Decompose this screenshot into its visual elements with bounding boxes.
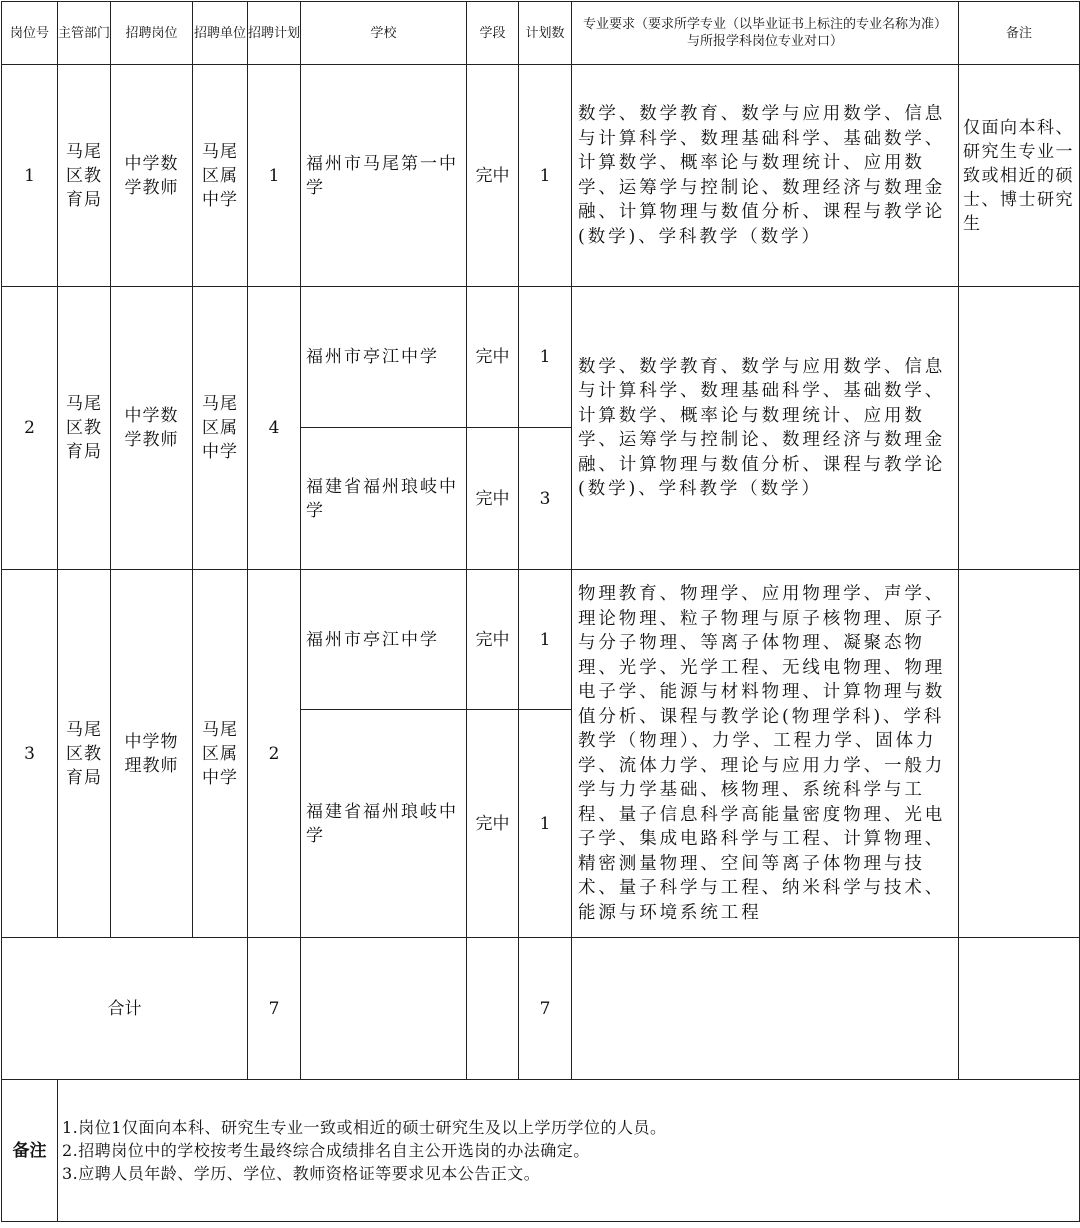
post-id: 2 (2, 287, 58, 570)
remark-line: 1.岗位1仅面向本科、研究生专业一致或相近的硕士研究生及以上学历学位的人员。 (62, 1118, 667, 1137)
post: 中学数学教师 (111, 65, 193, 287)
header-cell: 学段 (467, 2, 519, 65)
table-row (2, 287, 1080, 428)
unit: 马尾区属中学 (193, 65, 248, 287)
header-cell: 招聘单位 (193, 2, 248, 65)
dept: 马尾区教育局 (58, 65, 111, 287)
row-note (959, 570, 1080, 938)
total-count: 7 (519, 938, 572, 1080)
header-row (2, 2, 1080, 65)
stage: 完中 (467, 710, 519, 938)
remarks-label: 备注 (2, 1080, 58, 1222)
count: 1 (519, 710, 572, 938)
table-row (2, 570, 1080, 710)
empty-cell (467, 938, 519, 1080)
school: 福州市亭江中学 (301, 570, 467, 710)
post: 中学数学教师 (111, 287, 193, 570)
header-cell: 主管部门 (58, 2, 111, 65)
plan: 1 (248, 65, 301, 287)
major-requirements: 物理教育、物理学、应用物理学、声学、理论物理、粒子物理与原子核物理、原子与分子物理、等离子体物理、凝聚态物理、光学、光学工程、无线电物理、物理电子学、能源与材料物理、计算物理与数值分析、课程与教学论(物理学科)、学科教学（物理）、力学、工程力学、固体力学、流体力学、理论与应用力学、一般力学与力学基础、核物理、系统科学与工程、量子信息科学高能量密度物理、光电子学、集成电路科学与工程、计算物理、精密测量物理、空间等离子体物理与技术、量子科学与工程、纳米科学与技术、能源与环境系统工程 (572, 570, 959, 938)
count: 1 (519, 287, 572, 428)
table-row (2, 65, 1080, 287)
dept: 马尾区教育局 (58, 570, 111, 938)
plan: 2 (248, 570, 301, 938)
post-id: 1 (2, 65, 58, 287)
header-cell: 计划数 (519, 2, 572, 65)
total-plan: 7 (248, 938, 301, 1080)
school: 福建省福州琅岐中学 (301, 428, 467, 570)
major-requirements: 数学、数学教育、数学与应用数学、信息与计算科学、数理基础科学、基础数学、计算数学、概率论与数理统计、应用数学、运筹学与控制论、数理经济与数理金融、计算物理与数值分析、课程与教学论(数学)、学科教学（数学） (572, 65, 959, 287)
stage: 完中 (467, 65, 519, 287)
school: 福建省福州琅岐中学 (301, 710, 467, 938)
stage: 完中 (467, 570, 519, 710)
total-label: 合计 (2, 938, 248, 1080)
header-cell: 岗位号 (2, 2, 58, 65)
header-cell: 学校 (301, 2, 467, 65)
remark-line: 3.应聘人员年龄、学历、学位、教师资格证等要求见本公告正文。 (62, 1164, 541, 1183)
header-cell: 备注 (959, 2, 1080, 65)
plan: 4 (248, 287, 301, 570)
count: 1 (519, 570, 572, 710)
school: 福州市亭江中学 (301, 287, 467, 428)
header-cell: 专业要求（要求所学专业（以毕业证书上标注的专业名称为准）与所报学科岗位专业对口） (572, 2, 959, 65)
total-row (2, 938, 1080, 1080)
remarks-row (2, 1080, 1080, 1222)
row-note (959, 287, 1080, 570)
dept: 马尾区教育局 (58, 287, 111, 570)
empty-cell (959, 938, 1080, 1080)
header-cell: 招聘岗位 (111, 2, 193, 65)
stage: 完中 (467, 428, 519, 570)
post-id: 3 (2, 570, 58, 938)
unit: 马尾区属中学 (193, 570, 248, 938)
recruitment-table (1, 1, 1080, 1222)
header-cell: 招聘计划 (248, 2, 301, 65)
major-requirements: 数学、数学教育、数学与应用数学、信息与计算科学、数理基础科学、基础数学、计算数学、概率论与数理统计、应用数学、运筹学与控制论、数理经济与数理金融、计算物理与数值分析、课程与教学论(数学)、学科教学（数学） (572, 287, 959, 570)
empty-cell (301, 938, 467, 1080)
empty-cell (572, 938, 959, 1080)
remarks-content (58, 1080, 1080, 1222)
count: 1 (519, 65, 572, 287)
remark-line: 2.招聘岗位中的学校按考生最终综合成绩排名自主公开选岗的办法确定。 (62, 1141, 590, 1160)
stage: 完中 (467, 287, 519, 428)
unit: 马尾区属中学 (193, 287, 248, 570)
post: 中学物理教师 (111, 570, 193, 938)
school: 福州市马尾第一中学 (301, 65, 467, 287)
count: 3 (519, 428, 572, 570)
row-note: 仅面向本科、研究生专业一致或相近的硕士、博士研究生 (959, 65, 1080, 287)
